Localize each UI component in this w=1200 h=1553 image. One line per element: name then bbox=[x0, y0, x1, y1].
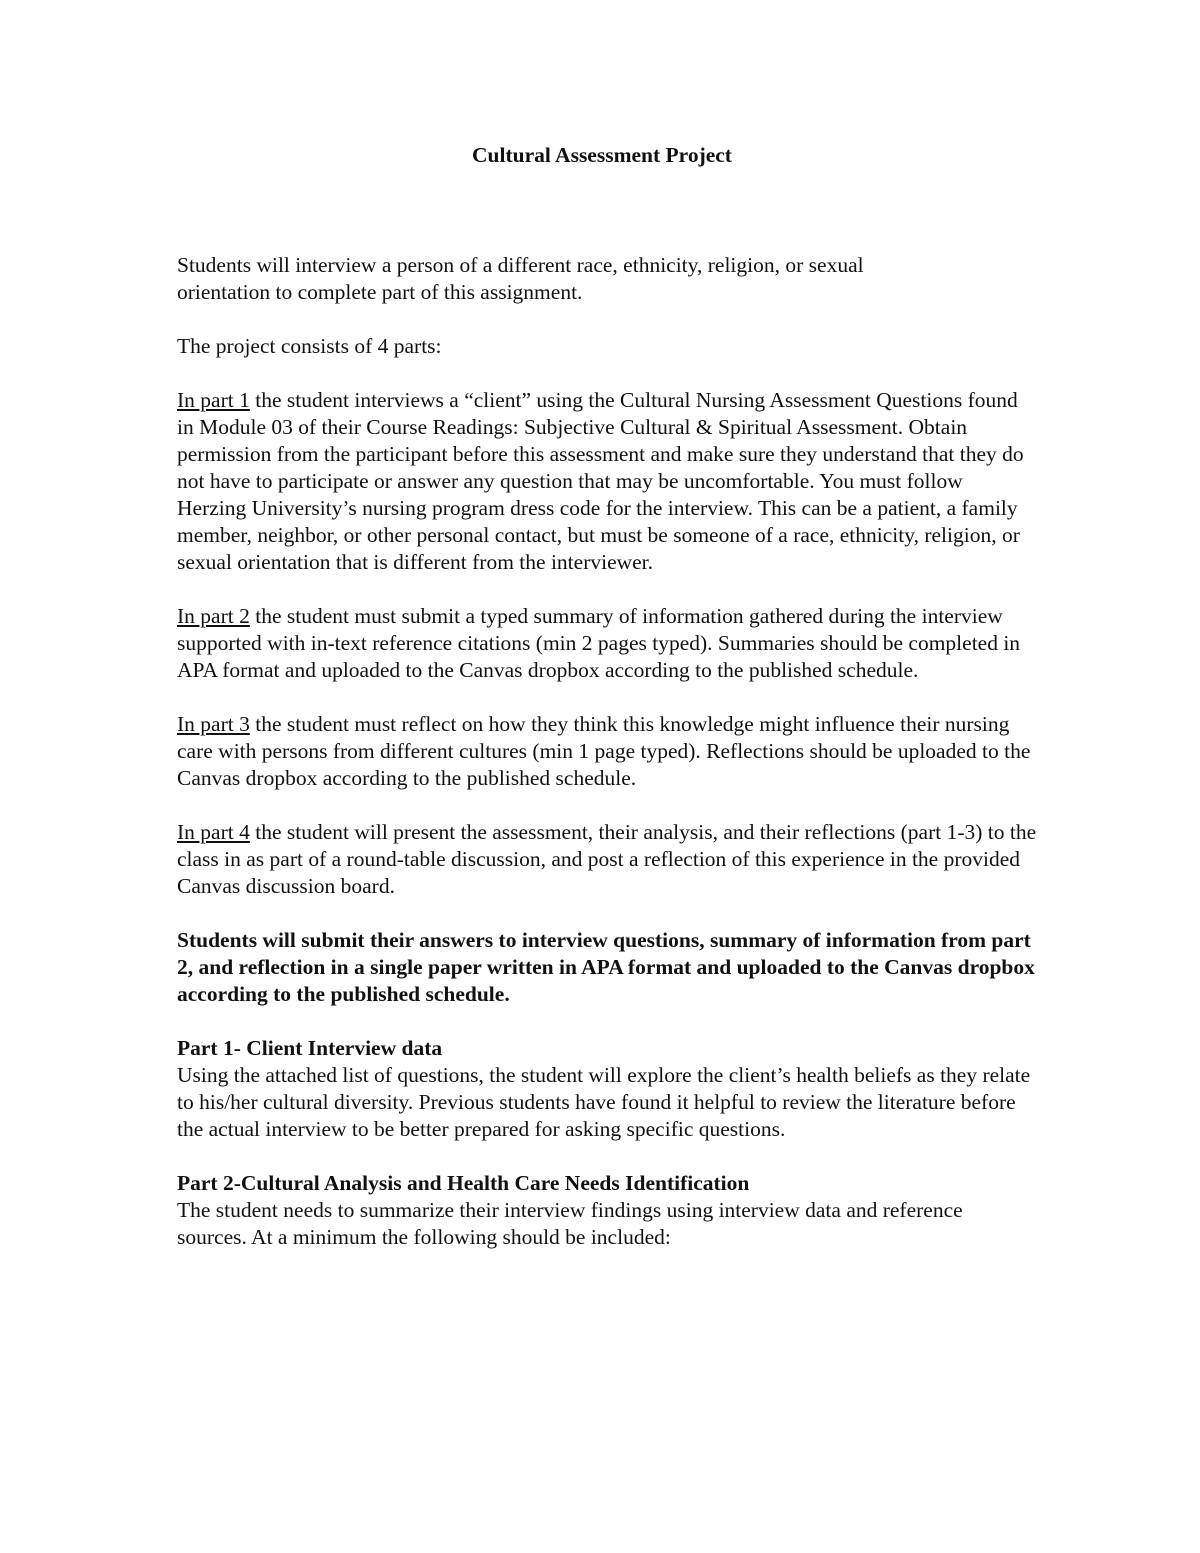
part-4-text: the student will present the assessment, their analysis, and their reflections (part 1-3) to the class in as part of a round-table discussion, and post a reflection of this experience in the provided Canvas discussion board. bbox=[177, 820, 1037, 898]
section-body-part-2: The student needs to summarize their interview findings using interview data and reference sources. At a minimum the following should be included: bbox=[177, 1198, 963, 1249]
section-part-2 bbox=[177, 1170, 1037, 1251]
part-2-label: In part 2 bbox=[177, 604, 250, 628]
section-part-1 bbox=[177, 1035, 1037, 1143]
part-3-text: the student must reflect on how they think this knowledge might influence their nursing care with persons from different cultures (min 1 page typed). Reflections should be uploaded to the Canvas dropbox according to the published schedule. bbox=[177, 712, 1031, 790]
section-heading-part-1: Part 1- Client Interview data bbox=[177, 1036, 443, 1060]
part-1-paragraph bbox=[177, 387, 1037, 576]
submission-note: Students will submit their answers to interview questions, summary of information from part 2, and reflection in a single paper written in APA format and uploaded to the Canvas dropbox according to the published schedule. bbox=[177, 928, 1035, 1006]
part-2-paragraph bbox=[177, 603, 1037, 684]
document-title: Cultural Assessment Project bbox=[472, 143, 732, 167]
part-1-label: In part 1 bbox=[177, 388, 250, 412]
intro-paragraph: Students will interview a person of a different race, ethnicity, religion, or sexual orientation to complete part of this assignment. bbox=[177, 253, 864, 304]
document-content bbox=[177, 142, 1037, 1251]
part-4-label: In part 4 bbox=[177, 820, 250, 844]
section-heading-part-2: Part 2-Cultural Analysis and Health Care Needs Identification bbox=[177, 1171, 750, 1195]
part-4-paragraph bbox=[177, 819, 1037, 900]
parts-overview: The project consists of 4 parts: bbox=[177, 334, 442, 358]
part-3-label: In part 3 bbox=[177, 712, 250, 736]
part-3-paragraph bbox=[177, 711, 1037, 792]
section-body-part-1: Using the attached list of questions, the student will explore the client’s health beliefs as they relate to his/her cultural diversity. Previous students have found it helpful to review the literature before the actual interview to be better prepared for asking specific questions. bbox=[177, 1063, 1031, 1141]
part-1-text: the student interviews a “client” using the Cultural Nursing Assessment Questions found in Module 03 of their Course Readings: Subjective Cultural & Spiritual Assessment. Obtain permission from the participant before this assessment and make sure they understand that they do not have to participate or answer any question that may be uncomfortable. You must follow Herzing University’s nursing program dress code for the interview. This can be a patient, a family member, neighbor, or other personal contact, but must be someone of a race, ethnicity, religion, or sexual orientation that is different from the interviewer. bbox=[177, 388, 1024, 574]
part-2-text: the student must submit a typed summary of information gathered during the interview supported with in-text reference citations (min 2 pages typed). Summaries should be completed in APA format and uploaded to the Canvas dropbox according to the published schedule. bbox=[177, 604, 1021, 682]
